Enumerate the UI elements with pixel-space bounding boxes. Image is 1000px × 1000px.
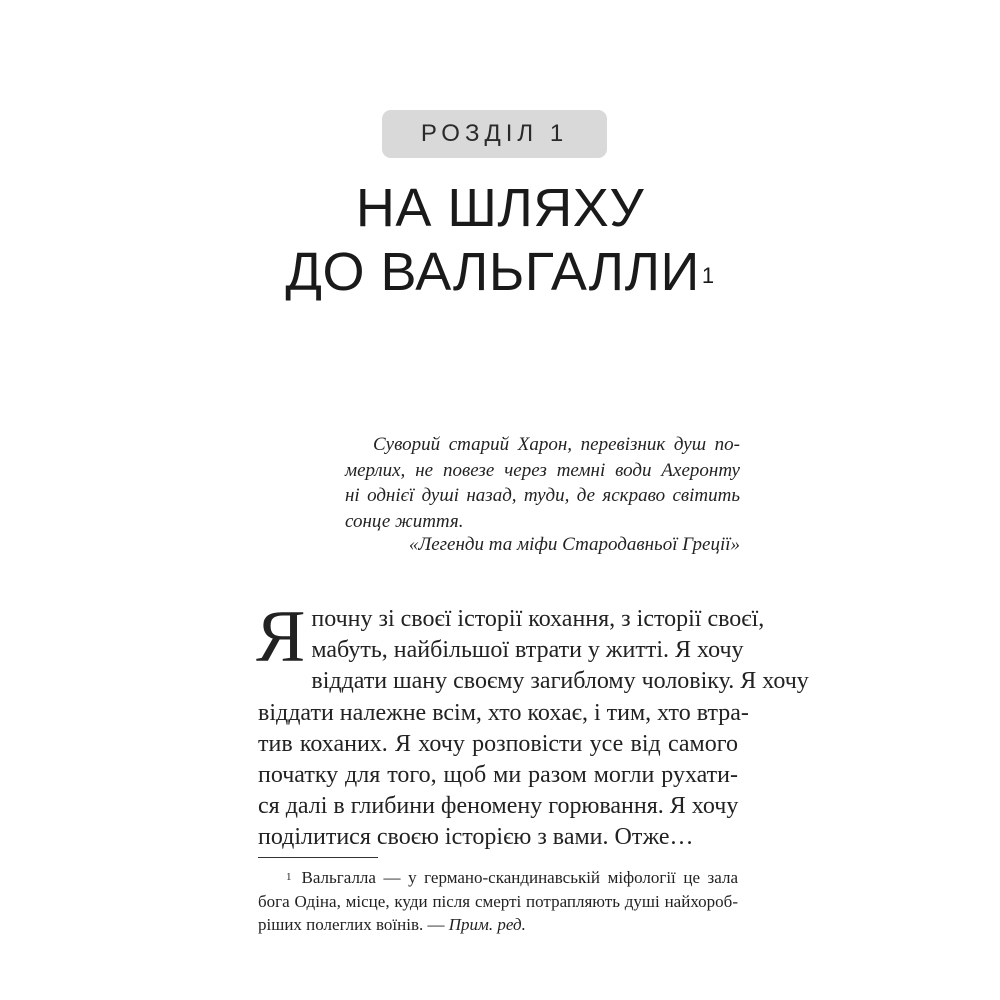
chapter-title-line-1: НА ШЛЯХУ <box>355 178 645 238</box>
footnote-divider <box>258 857 378 858</box>
chapter-label <box>382 110 607 158</box>
footnote-line-text: ріших полеглих воїнів. — <box>258 915 449 934</box>
footnote-reference: 1 <box>701 263 715 288</box>
body-line: віддати шану своєму загиблому чоловіку. Я хочу <box>311 668 809 695</box>
epigraph <box>345 432 740 534</box>
body-line: початку для того, щоб ми разом могли рухати- <box>258 762 738 789</box>
body-line: мабуть, найбільшої втрати у житті. Я хочу <box>311 637 744 664</box>
chapter-label-text: РОЗДІЛ 1 <box>420 120 569 147</box>
body-paragraph <box>256 596 809 854</box>
body-line: поділитися своєю історією з вами. Отже… <box>258 824 694 851</box>
epigraph-line: ні однієї душі назад, туди, де яскраво світить <box>345 485 740 506</box>
footnote-line <box>258 913 738 937</box>
body-line: ся далі в глибини феномену горювання. Я хочу <box>258 793 739 820</box>
epigraph-source: «Легенди та міфи Стародавньої Греції» <box>408 534 740 555</box>
epigraph-line: мерлих, не повезе через темні води Ахеронту <box>345 459 740 481</box>
body-line: віддати належне всім, хто кохає, і тим, хто втра- <box>258 699 749 726</box>
footnote-number: 1 <box>286 871 292 883</box>
editor-note: Прим. ред. <box>448 915 526 934</box>
chapter-title-line-2 <box>200 240 800 304</box>
epigraph-line: Суворий старий Харон, перевізник душ по- <box>373 434 740 455</box>
footnote <box>258 866 738 937</box>
footnote-line: бога Одіна, місце, куди після смерті потрапляють душі найхороб- <box>258 891 738 911</box>
chapter-title-line-2-text: ДО ВАЛЬГАЛЛИ <box>285 242 700 302</box>
body-line: тив коханих. Я хочу розповісти усе від самого <box>258 730 738 757</box>
footnote-line <box>258 866 738 890</box>
footnote-line-text: Вальгалла — у германо-скандинавській міфології це зала <box>301 868 738 887</box>
body-line: почну зі своєї історії кохання, з історії своєї, <box>311 606 765 632</box>
drop-cap: Я <box>256 596 306 678</box>
epigraph-line: сонце життя. <box>345 510 464 532</box>
chapter-title <box>200 176 800 304</box>
